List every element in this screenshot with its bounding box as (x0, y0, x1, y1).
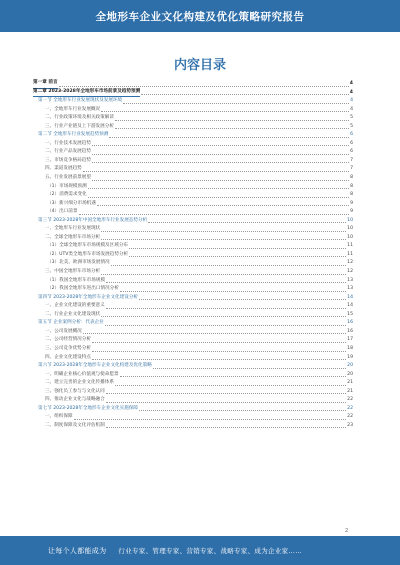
toc-entry-page: 11 (347, 251, 353, 257)
toc-leader-dots (74, 418, 347, 420)
toc-leader-dots (92, 153, 349, 155)
page-number: 2 (345, 528, 349, 534)
toc-entry-page: 13 (347, 277, 353, 283)
toc-entry[interactable] (33, 217, 353, 226)
toc-entry[interactable] (33, 131, 353, 140)
toc-leader-dots (123, 102, 349, 104)
toc-entry[interactable] (33, 191, 353, 200)
toc-entry-page: 20 (347, 363, 353, 369)
toc-leader-dots (101, 315, 346, 317)
toc-leader-dots (106, 392, 346, 394)
toc-entry-page: 12 (347, 269, 353, 275)
toc-entry-page: 14 (347, 303, 353, 309)
report-title: 全地形车企业文化构建及优化策略研究报告 (95, 10, 305, 23)
toc-entry-page: 5 (350, 123, 353, 129)
toc-entry[interactable] (33, 388, 353, 397)
toc-entry-page: 9 (350, 209, 353, 215)
toc-entry-page: 22 (347, 397, 353, 403)
toc-entry-page: 8 (350, 183, 353, 189)
toc-entry[interactable] (33, 311, 353, 320)
toc-leader-dots (139, 298, 346, 300)
toc-leader-dots (106, 401, 346, 403)
toc-entry-label: （1）市场规模预测 (47, 183, 87, 189)
toc-entry[interactable] (33, 242, 353, 251)
toc-entry[interactable] (33, 148, 353, 157)
toc-entry[interactable] (33, 405, 353, 414)
toc-entry-label: 四、推动企业文化与战略融合 (45, 397, 105, 403)
toc-leader-dots (129, 247, 346, 249)
toc-entry-label: （2）消费需求变化 (47, 192, 87, 198)
toc-leader-dots (101, 238, 346, 240)
toc-entry[interactable] (33, 413, 353, 422)
toc-leader-dots (148, 221, 346, 223)
toc-leader-dots (120, 375, 347, 377)
toc-leader-dots (115, 384, 346, 386)
toc-leader-dots (106, 281, 346, 283)
toc-entry-label: 第一章 前言 (33, 79, 58, 89)
toc-entry-label: 一、全地形车行业发展现状 (45, 226, 101, 232)
toc-entry-page: 12 (347, 260, 353, 266)
toc-entry-page: 5 (350, 115, 353, 121)
toc-entry-label: （2）我国全地形车进出口情况分析 (47, 286, 119, 292)
toc-leader-dots (111, 264, 346, 266)
toc-entry-label: （2）UTV类全地形车市场发展趋势分析 (47, 251, 129, 257)
toc-entry-label: 三、强化员工参与与文化认同 (45, 388, 105, 394)
toc-entry[interactable] (33, 114, 353, 123)
toc-entry-label: （3）北美、欧洲市场发展情况 (47, 260, 110, 266)
toc-leader-dots (88, 196, 349, 198)
table-of-contents (33, 80, 353, 430)
toc-entry[interactable] (33, 123, 353, 132)
toc-entry-label: 第二节 全地形车行业发展趋势预测 (38, 132, 109, 138)
toc-entry-label: 二、公司经营情况分析 (45, 337, 91, 343)
toc-leader-dots (106, 307, 346, 309)
toc-entry[interactable] (33, 174, 353, 183)
toc-entry-label: （1）我国全地形车市场规模 (47, 277, 106, 283)
toc-entry[interactable] (33, 251, 353, 260)
toc-entry-page: 16 (347, 328, 353, 334)
toc-leader-dots (115, 119, 349, 121)
toc-leader-dots (106, 426, 346, 428)
toc-entry-page: 20 (347, 371, 353, 377)
toc-entry-page: 6 (350, 149, 353, 155)
toc-entry-label: 一、公司发展概况 (45, 328, 82, 334)
toc-leader-dots (139, 409, 346, 411)
toc-entry-label: 第六节 2023-2028年全地形车企业文化构建及优化策略 (38, 363, 152, 369)
toc-leader-dots (92, 161, 349, 163)
toc-entry-page: 16 (347, 320, 353, 326)
page-footer (0, 536, 400, 565)
toc-entry[interactable] (33, 345, 353, 354)
toc-entry-label: 第七节 2023-2028年全地形车企业文化实施保障 (38, 405, 139, 411)
toc-entry-page: 4 (350, 98, 353, 104)
toc-entry-label: 第一节 全地形车行业发展现状及发展环境 (38, 98, 123, 104)
toc-entry[interactable] (33, 379, 353, 388)
toc-entry-page: 13 (347, 286, 353, 292)
toc-entry-page: 21 (347, 380, 353, 386)
toc-entry-page: 8 (350, 192, 353, 198)
toc-entry-page: 7 (350, 157, 353, 163)
toc-entry-label: 三、行业产业链及上下游发展分析 (45, 123, 114, 129)
toc-entry-page: 8 (350, 175, 353, 181)
toc-leader-dots (92, 341, 346, 343)
toc-entry-label: 二、制度保障及文化评估机制 (45, 422, 105, 428)
toc-entry[interactable] (33, 302, 353, 311)
toc-entry[interactable] (33, 396, 353, 405)
toc-entry-label: 五、行业发展前景展望 (45, 175, 91, 181)
toc-entry-page: 22 (347, 414, 353, 420)
toc-leader-dots (101, 110, 349, 112)
toc-entry-page: 17 (347, 337, 353, 343)
toc-entry-page: 23 (347, 422, 353, 428)
toc-entry-label: （4）出口前景 (47, 209, 78, 215)
toc-leader-dots (88, 187, 349, 189)
toc-entry-label: （3）新兴细分市场机遇 (47, 200, 96, 206)
toc-entry-label: 第三节 2023-2028年中国全地形车行业发展态势分析 (38, 217, 148, 223)
toc-entry-page: 11 (347, 243, 353, 249)
toc-entry-label: 四、企业文化建设特点 (45, 354, 91, 360)
toc-entry-page: 4 (349, 89, 353, 95)
toc-entry-label: （1）全球全地形车市场规模及区域分布 (47, 243, 129, 249)
toc-leader-dots (101, 230, 346, 232)
toc-entry-label: 二、行业产品发展趋势 (45, 149, 91, 155)
toc-leader-dots (79, 213, 350, 215)
toc-entry[interactable] (33, 259, 353, 268)
toc-entry[interactable] (33, 277, 353, 286)
toc-entry-label: 三、公司竞争优势分析 (45, 345, 91, 351)
toc-entry[interactable] (33, 183, 353, 192)
toc-entry-label: 二、行业政策环境及相关政策解读 (45, 115, 114, 121)
toc-entry-label: 三、市场竞争格局趋势 (45, 157, 91, 163)
toc-entry[interactable] (33, 97, 353, 106)
toc-leader-dots (105, 324, 346, 326)
toc-leader-dots (83, 332, 346, 334)
toc-leader-dots (92, 350, 346, 352)
toc-entry[interactable] (33, 225, 353, 234)
toc-entry-label: 一、明确企业核心价值观与使命愿景 (45, 371, 119, 377)
toc-leader-dots (129, 255, 346, 257)
toc-entry-label: 二、建立完善的企业文化传播体系 (45, 380, 114, 386)
toc-entry[interactable] (33, 200, 353, 209)
toc-leader-dots (141, 93, 349, 95)
toc-entry-label: 一、全地形车行业发展概况 (45, 106, 101, 112)
toc-entry[interactable] (33, 354, 353, 363)
toc-entry[interactable] (33, 208, 353, 217)
toc-entry[interactable] (33, 422, 353, 431)
toc-entry[interactable] (33, 285, 353, 294)
toc-entry[interactable] (33, 371, 353, 380)
toc-leader-dots (92, 144, 349, 146)
toc-entry-page: 14 (347, 294, 353, 300)
toc-leader-dots (120, 290, 346, 292)
toc-leader-dots (92, 358, 346, 360)
toc-entry-page: 19 (347, 354, 353, 360)
toc-entry-page: 4 (349, 81, 353, 86)
toc-leader-dots (101, 273, 346, 275)
toc-entry-label: 一、企业文化建设的重要意义 (45, 303, 105, 309)
toc-leader-dots (153, 367, 346, 369)
toc-entry-page: 7 (350, 166, 353, 172)
toc-entry[interactable] (33, 140, 353, 149)
toc-entry-label: 二、全球全地形车市场分析 (45, 234, 101, 240)
toc-entry-label: 二、行业企业文化建设现状 (45, 311, 101, 317)
toc-entry-label: 第五节 企业案例分析：代表企业 (38, 320, 104, 326)
toc-entry-page: 10 (347, 226, 353, 232)
toc-entry[interactable] (33, 268, 353, 277)
toc-entry[interactable] (33, 362, 353, 371)
toc-entry[interactable] (33, 89, 353, 98)
footer-roles: 行业专家、管理专家、营销专家、战略专家、成为企业家…… (118, 547, 303, 555)
toc-leader-dots (92, 179, 349, 181)
toc-entry-label: 第二章 2023-2028年全地形车市场前景及趋势预测 (33, 88, 140, 98)
toc-entry[interactable] (33, 319, 353, 328)
toc-entry-page: 18 (347, 345, 353, 351)
toc-entry-page: 22 (347, 405, 353, 411)
toc-entry-label: 一、组织保障 (45, 414, 73, 420)
toc-entry[interactable] (33, 336, 353, 345)
toc-leader-dots (97, 204, 349, 206)
toc-entry-page: 10 (347, 217, 353, 223)
toc-entry-label: 三、中国全地形车市场分析 (45, 269, 101, 275)
toc-entry[interactable] (33, 106, 353, 115)
page-header (0, 0, 400, 32)
toc-leader-dots (115, 127, 349, 129)
toc-leader-dots (109, 136, 349, 138)
toc-entry-page: 10 (347, 234, 353, 240)
toc-entry-label: 第四节 2023-2028年全地形车企业文化建设分析 (38, 294, 139, 300)
toc-entry-page: 6 (350, 132, 353, 138)
toc-entry-page: 6 (350, 140, 353, 146)
toc-entry-label: 一、行业技术发展趋势 (45, 140, 91, 146)
toc-entry-page: 4 (350, 106, 353, 112)
toc-entry-page: 21 (347, 388, 353, 394)
toc-entry[interactable] (33, 294, 353, 303)
toc-entry[interactable] (33, 157, 353, 166)
toc-entry-page: 9 (350, 200, 353, 206)
toc-heading: 内容目录 (173, 58, 226, 73)
toc-leader-dots (83, 170, 349, 172)
toc-entry[interactable] (33, 328, 353, 337)
toc-entry-label: 四、渠道发展趋势 (45, 166, 82, 172)
toc-entry[interactable] (33, 165, 353, 174)
toc-entry-page: 15 (347, 311, 353, 317)
footer-slogan: 让每个人都能成为 (48, 546, 107, 555)
toc-entry[interactable] (33, 234, 353, 243)
toc-leader-dots (59, 85, 349, 87)
